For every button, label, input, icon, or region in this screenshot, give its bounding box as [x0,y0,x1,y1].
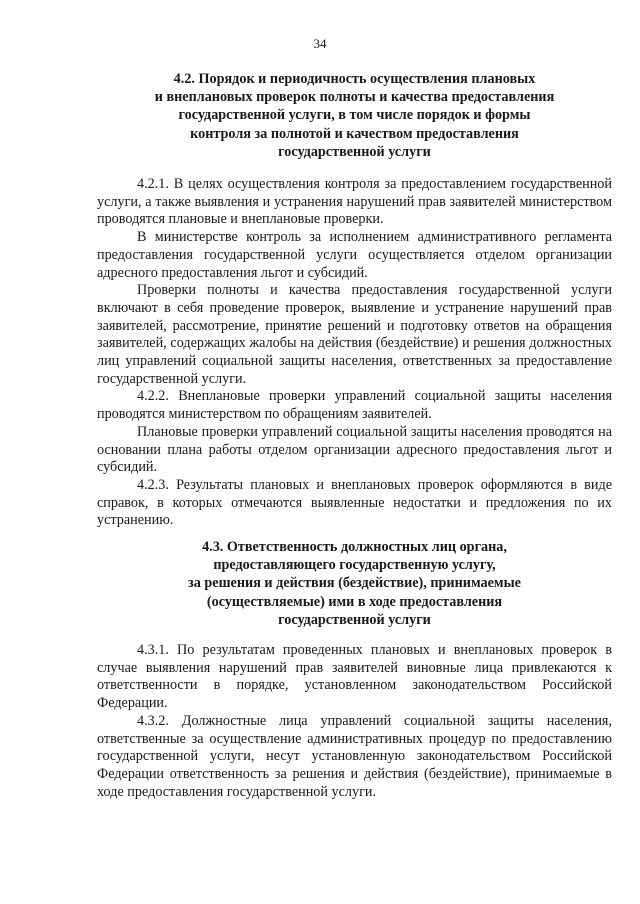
section-4-2-heading [97,70,612,161]
paragraph-4-2-3: 4.2.3. Результаты плановых и внеплановых проверок оформляются в виде справок, в которых отмечаются выявленные недостатки и предложения по их устранению. [97,476,612,529]
heading-line: государственной услуги [278,143,431,160]
paragraph-4-2-1: 4.2.1. В целях осуществления контроля за предоставлением государственной услуги, а также выявления и устранения нарушений прав заявителей министерством проводятся плановые и внеплановые проверки. [97,176,612,228]
section-4-2-body [97,176,612,530]
page-number: 34 [313,36,327,51]
paragraph-4-3-1: 4.3.1. По результатам проведенных плановых и внеплановых проверок в случае выявления нарушений прав заявителей виновные лица привлекаются к ответственности в порядке, установленном законодательством Российской Федерации. [97,642,612,712]
paragraph-4-3-2: 4.3.2. Должностные лица управлений социальной защиты населения, ответственные за осуществление административных процедур по предоставлению государственной услуги, несут установленную законодательством Российской Федерации ответственность за решения и действия (бездействие), принимаемые в ходе предоставления государственной услуги. [97,712,612,800]
heading-line: 4.3. Ответственность должностных лиц органа, [202,539,507,555]
paragraph: Проверки полноты и качества предоставления государственной услуги включают в себя проведение проверок, выявление и устранение нарушений прав заявителей, рассмотрение, принятие решений и подготовку ответов на обращения заявителей, содержащих жалобы на действия (бездействие) и решения должностных лиц управлений социальной защиты населения, ответственных за предоставление государственной услуги. [97,282,612,387]
heading-line: 4.2. Порядок и периодичность осуществления плановых [173,71,536,87]
heading-line: за решения и действия (бездействие), принимаемые [188,575,521,592]
paragraph-4-2-2: 4.2.2. Внеплановые проверки управлений социальной защиты населения проводятся министерством по обращениям заявителей. [97,388,612,423]
paragraph: В министерстве контроль за исполнением административного регламента предоставления государственной услуги осуществляется отделом организации адресного предоставления льгот и субсидий. [97,229,612,281]
heading-line: контроля за полнотой и качеством предоставления [190,125,519,142]
section-4-3-heading [97,538,612,629]
section-4-3-body [97,642,612,801]
heading-line: и внеплановых проверок полноты и качества предоставления [154,89,555,106]
paragraph: Плановые проверки управлений социальной защиты населения проводятся на основании плана работы отделом организации адресного предоставления льгот и субсидий. [97,423,612,476]
heading-line: (осуществляемые) ими в ходе предоставления [206,593,503,610]
heading-line: государственной услуги [278,611,431,628]
heading-line: государственной услуги, в том числе порядок и формы [178,107,531,124]
heading-line: предоставляющего государственную услугу, [213,557,496,574]
